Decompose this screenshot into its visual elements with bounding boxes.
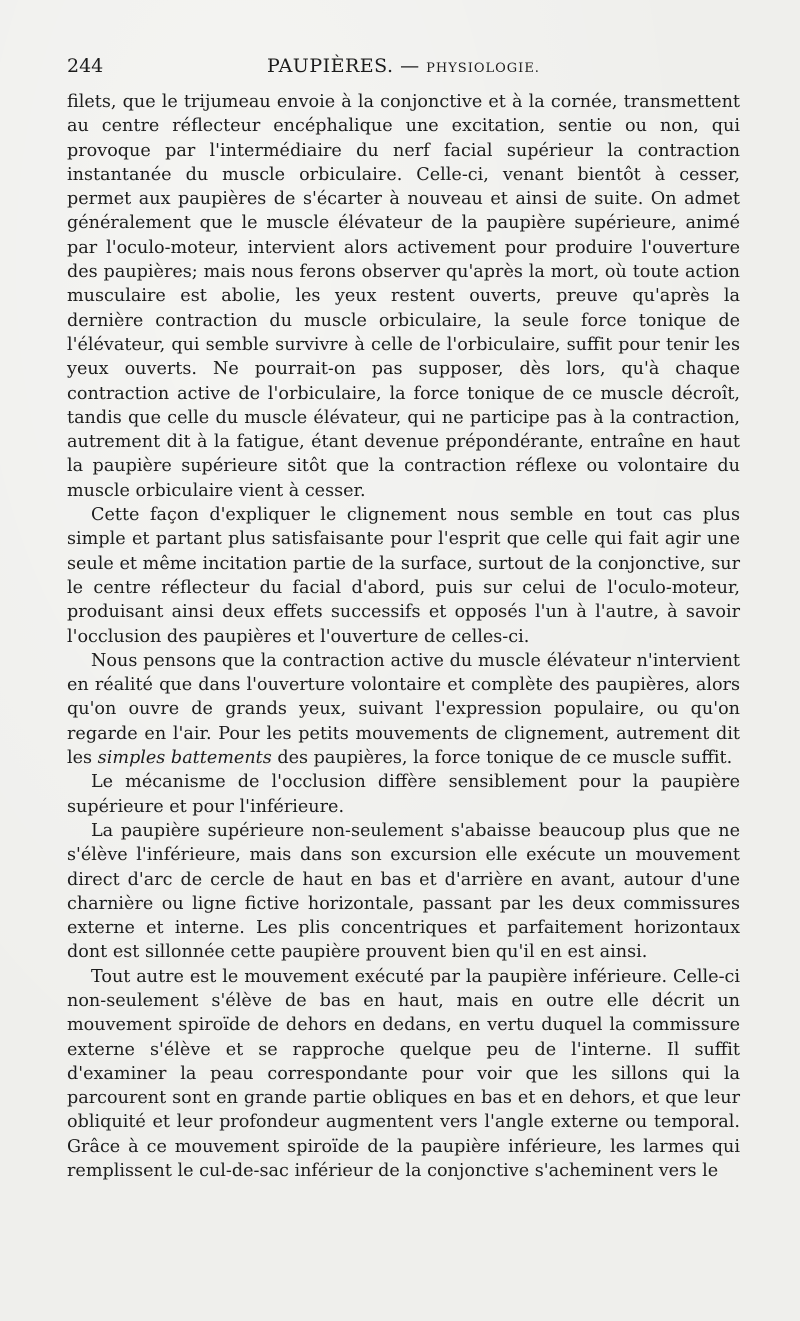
paragraph-occlusion-mechanism: Le mécanisme de l'occlusion diffère sensiblement pour la paupière supérieure et pour l'inférieure. — [67, 772, 740, 817]
paragraph-continuation: filets, que le trijumeau envoie à la conjonctive et à la cornée, transmettent au centre réflecteur encéphalique une excitation, sentie ou non, qui provoque par l'intermédiaire du nerf facial supérieur la contraction instantanée du muscle orbiculaire. Celle-ci, venant bientôt à cesser, permet aux paupières de s'écarter à nouveau et ainsi de suite. On admet généralement que le muscle élévateur de la paupière supérieure, animé par l'oculo-moteur, intervient alors activement pour produire l'ouverture des paupières; mais nous ferons observer qu'après la mort, où toute action musculaire est abolie, les yeux restent ouverts, preuve qu'après la dernière contraction du muscle orbiculaire, la seule force tonique de l'élévateur, qui semble survivre à celle de l'orbiculaire, suffit pour tenir les yeux ouverts. Ne pourrait-on pas supposer, dès lors, qu'à chaque contraction active de l'orbiculaire, la force tonique de ce muscle décroît, tandis que celle du muscle élévateur, qui ne participe pas à la contraction, autrement dit à la fatigue, étant devenue prépondérante, entraîne en haut la paupière supérieure sitôt que la contraction réflexe ou volontaire du muscle orbiculaire vient à cesser. — [67, 92, 740, 501]
paragraph-levator-contraction — [67, 649, 740, 770]
paragraph-text-after: des paupières, la force tonique de ce muscle suffit. — [271, 748, 733, 769]
page-number: 244 — [67, 55, 104, 77]
emphasized-term: simples battements — [97, 748, 272, 769]
body-text — [67, 90, 740, 1183]
section-subtitle: PHYSIOLOGIE. — [426, 61, 540, 76]
paragraph-lower-eyelid: Tout autre est le mouvement exécuté par la paupière inférieure. Celle-ci non-seulement s'élève de bas en haut, mais en outre elle décrit un mouvement spiroïde de dehors en dedans, en vertu duquel la commissure externe s'élève et se rapproche quelque peu de l'interne. Il suffit d'examiner la peau correspondante pour voir que les sillons qui la parcourent sont en grande partie obliques en bas et en dehors, et que leur obliquité et leur profondeur augmentent vers l'angle externe ou temporal. Grâce à ce mouvement spiroïde de la paupière inférieure, les larmes qui remplissent le cul-de-sac inférieur de la conjonctive s'acheminent vers le — [67, 966, 740, 1182]
paragraph-blinking-explanation: Cette façon d'expliquer le clignement nous semble en tout cas plus simple et partant plus satisfaisante pour l'esprit que celle qui fait agir une seule et même incitation partie de la surface, surtout de la conjonctive, sur le centre réflecteur du facial d'abord, puis sur celui de l'oculo-moteur, produisant ainsi deux effets successifs et opposés l'un à l'autre, à savoir l'occlusion des paupières et l'ouverture de celles-ci. — [67, 505, 740, 647]
running-title — [67, 48, 740, 87]
paragraph-upper-eyelid: La paupière supérieure non-seulement s'abaisse beaucoup plus que ne s'élève l'inférieure, mais dans son excursion elle exécute un mouvement direct d'arc de cercle de haut en bas et d'arrière en avant, autour d'une charnière ou ligne fictive horizontale, passant par les deux commissures externe et interne. Les plis concentriques et parfaitement horizontaux dont est sillonnée cette paupière prouvent bien qu'il en est ainsi. — [67, 820, 740, 963]
chapter-title: PAUPIÈRES. — [267, 55, 394, 77]
title-separator: — — [400, 55, 420, 77]
running-head — [67, 48, 740, 84]
paragraph-text-before: Nous pensons que la contraction active du muscle élévateur n'intervient en réalité que dans l'ouverture volontaire et complète des paupières, alors qu'on ouvre de grands yeux, suivant l'expression populaire, ou qu'on regarde en l'air. Pour les petits mouvements de clignement, autrement dit les — [67, 650, 740, 769]
